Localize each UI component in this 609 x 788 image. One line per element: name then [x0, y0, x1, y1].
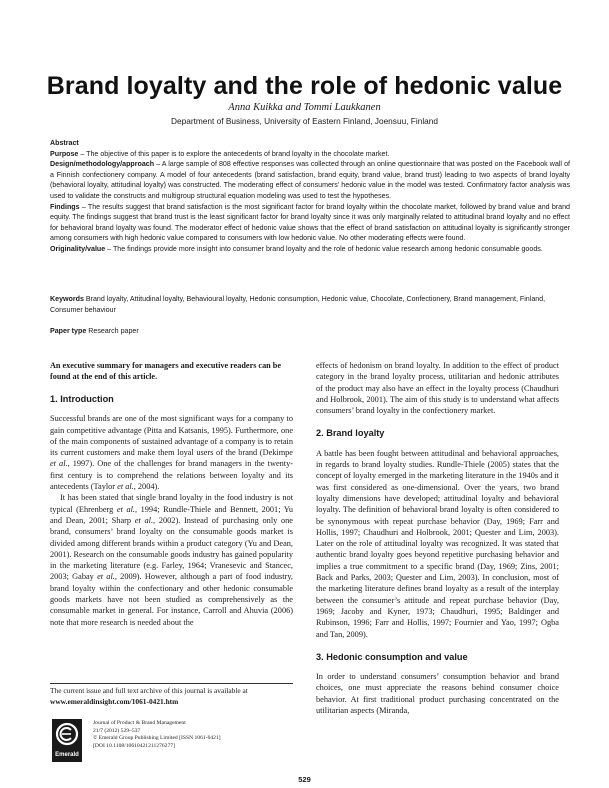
intro-paragraph-1 [50, 413, 293, 492]
abstract-originality [50, 244, 570, 255]
intro-p2-etal-2: et al. [134, 515, 154, 525]
purpose-text: – The objective of this paper is to explore the antecedents of brand loyalty in the chocolate market. [78, 149, 390, 158]
intro-p2-text-c: , 2002). Instead of purchasing only one brand, consumers’ brand loyalty on the consumable goods market is divided among different brands within a product category (Yu and Dean, 2001). Research on the consumable goods industry has gained popularity in the marketing literature (e.g. Farley, 1964; Vranesevic and Stancec, 2003; Gabay [50, 515, 293, 582]
intro-p2-etal-1: et al. [116, 504, 135, 514]
intro-p2-text-d: , 2009). However, although a part of food industry, brand loyalty within the confectionary and other hedonic consumable goods markets have not been studied as comprehensively as the consumable market in general. For instance, Carroll and Ahuvia (2006) note that more research is needed about the [50, 572, 294, 627]
keywords [50, 294, 570, 315]
abstract-method [50, 159, 570, 201]
intro-continuation: effects of hedonism on brand loyalty. In addition to the effect of product category in the brand loyalty process, utilitarian and hedonic attributes of the product may also have an effect in the loyalty process (Chaudhuri and Holbrook, 2001). The aim of this study is to understand what affects consumers’ brand loyalty in the confectionery market. [316, 361, 559, 416]
right-column [316, 360, 559, 716]
abstract-purpose [50, 149, 570, 160]
journal-name: Journal of Product & Brand Management [93, 720, 186, 726]
abstract-findings [50, 202, 570, 244]
section-heading-introduction: 1. Introduction [50, 394, 114, 404]
journal-copyright: © Emerald Group Publishing Limited [ISSN 1061-0421] [93, 735, 221, 742]
archive-note-text: The current issue and full text archive of this journal is available at [50, 686, 248, 695]
purpose-label: Purpose [50, 149, 79, 158]
paper-type [50, 327, 570, 335]
keywords-label: Keywords [50, 295, 84, 303]
originality-text: – The findings provide more insight into consumer brand loyalty and the role of hedonic value research among hedonic consumable goods. [105, 244, 543, 253]
intro-paragraph-2 [50, 492, 293, 628]
journal-info [93, 720, 293, 750]
paper-type-label: Paper type [50, 327, 87, 335]
intro-p1-text-c: , 2004). [133, 482, 160, 492]
intro-p2-text-b: , 1994; Rundle-Thiele and Bennett, 2001; Yu and Dean, 2001; Sharp [50, 504, 293, 525]
intro-p2-text-a: It has been stated that single brand loyalty in the food industry is not typical (Ehrenberg [50, 493, 293, 514]
keywords-text: Brand loyalty, Attitudinal loyalty, Behavioural loyalty, Hedonic consumption, Hedonic value, Chocolate, Confectionery, Brand management, Finland, Consumer behaviour [50, 295, 546, 314]
footnote-divider [50, 683, 293, 684]
left-column [50, 360, 293, 628]
intro-p1-text-b: , 1997). One of the challenges for brand managers in the twenty-first century is to comprehend the relations between loyalty and its antecedents (Taylor [50, 459, 294, 492]
paper-affiliation: Department of Business, University of Eastern Finland, Joensuu, Finland [170, 116, 438, 126]
method-text: – A large sample of 808 effective responses was collected through an online questionnaire that was posted on the Facebook wall of a Finnish confectionery company. A model of four antecedents (brand satisfaction, brand equity, brand value, brand trust) leading to two aspects of brand loyalty (behavioral loyalty, attitudinal loyalty) was constructed. The moderating effect of consumers’ hedonic value in the model was tested. Confirmatory factor analysis was used to validate the constructs and multigroup structural equation modeling was used to test the hypotheses. [50, 160, 570, 200]
executive-summary-note: An executive summary for managers and executive readers can be found at the end of this article. [50, 361, 281, 381]
findings-text: – The results suggest that brand satisfaction is the most significant factor for brand loyalty within the chocolate market, followed by brand value and brand equity. The findings suggest that brand trust is the least significant factor for brand loyalty since it was only marginally related to attitudinal brand loyalty and no effect for behavioral brand loyalty was found. The moderator effect of hedonic value shows that the effect of brand satisfaction on attitudinal loyalty is significantly stronger among consumers with high hedonic value compared to consumers with low hedonic value. No other moderating effects were found. [50, 202, 570, 243]
abstract-heading: Abstract [50, 139, 79, 147]
intro-p2-etal-3: et al. [97, 572, 115, 582]
journal-archive-note [50, 686, 293, 707]
intro-p1-text-a: Successful brands are one of the most significant ways for a company to gain competitive advantage (Pitta and Katsanis, 1995). Furthermore, one of the main components of sustained advantage of a company is to retain its current customers and make them loyal users of the brand (Dekimpe [50, 414, 293, 458]
emerald-logo-icon [52, 719, 82, 762]
emerald-logo-text: Emerald [55, 752, 79, 758]
intro-p1-etal: et al. [50, 459, 68, 469]
paper-authors: Anna Kuikka and Tommi Laukkanen [228, 102, 381, 113]
archive-url[interactable]: www.emeraldinsight.com/1061-0421.htm [50, 696, 179, 706]
brand-loyalty-paragraph: A battle has been fought between attitudinal and behavioral approaches, in regards to brand loyalty studies. Rundle-Thiele (2005) states that the concept of loyalty emerged in the marketing literature in the 1940s and it was first considered as one-dimensional. Over the years, two brand loyalty dimensions have developed; attitudinal loyalty and behavioral loyalty. The definition of behavioral brand loyalty is often considered to be synonymous with repeat purchase behavior (Day, 1969; Farr and Hollis, 1997; Chaudhuri and Holbrook, 2001; Quester and Lim, 2003). Later on the role of attitudinal loyalty was recognized. It was stated that authentic brand loyalty goes beyond repetitive purchasing behavior and implies a true commitment to a specific brand (Day, 1969; Zins, 2001; Back and Parks, 2003; Quester and Lim, 2003). In conclusion, most of the marketing literature defines brand loyalty as a result of the interplay between the consumer’s attitude and repeat purchase behavior (Day, 1969; Jacoby and Kyner, 1973; Chaudhuri, 1995; Baldinger and Rubinson, 1996; Farr and Hollis, 1997; Fournier and Yao, 1997; Ogba and Tan, 2009). [316, 448, 559, 639]
section-heading-brand-loyalty: 2. Brand loyalty [316, 428, 385, 439]
journal-volume: 21/7 (2012) 529–537 [93, 727, 141, 734]
intro-p1-etal-2: et al. [117, 482, 134, 492]
paper-title: Brand loyalty and the role of hedonic value [46, 72, 563, 100]
page-number: 529 [298, 775, 311, 784]
originality-label: Originality/value [50, 244, 106, 253]
journal-doi: [DOI 10.1108/10610421211276277] [93, 742, 175, 749]
section-heading-hedonic-consumption: 3. Hedonic consumption and value [316, 651, 468, 662]
abstract-block [50, 138, 570, 255]
hedonic-consumption-paragraph: In order to understand consumers’ consumption behavior and brand choices, one must appreciate the reasons behind consumer choice behavior. At first traditional product purchasing concentrated on the utilitarian aspects (Miranda, [316, 672, 559, 716]
paper-type-text: Research paper [86, 327, 139, 335]
archive-url-link[interactable] [50, 697, 293, 708]
method-label: Design/methodology/approach [50, 160, 155, 169]
findings-label: Findings [50, 202, 80, 211]
